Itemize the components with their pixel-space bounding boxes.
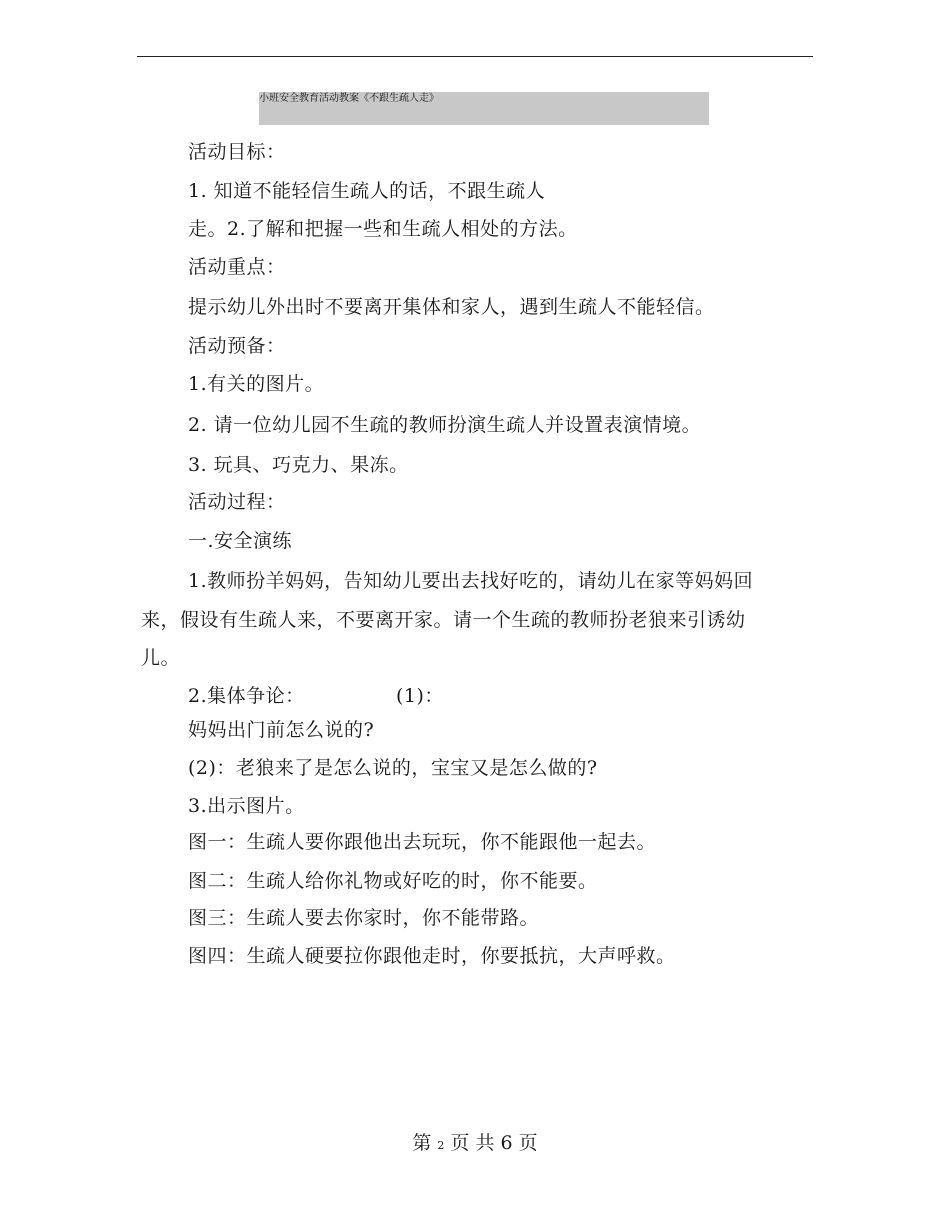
step-2-question-2: (2)：老狼来了是怎么说的，宝宝又是怎么做的? xyxy=(188,757,598,779)
prep-item-1: 1.有关的图片。 xyxy=(188,373,325,395)
document-title: 小班安全教育活动教案《不跟生疏人走》 xyxy=(259,93,439,104)
step-1-line-2: 来，假设有生疏人来，不要离开家。请一个生疏的教师扮老狼来引诱幼 xyxy=(141,609,746,631)
prep-item-2: 2. 请一位幼儿园不生疏的教师扮演生疏人并设置表演情境。 xyxy=(188,414,702,436)
step-2-label: 2.集体争论： xyxy=(188,685,305,707)
picture-2-text: 图二：生疏人给你礼物或好吃的时，你不能要。 xyxy=(188,870,598,892)
document-header xyxy=(259,92,709,125)
goal-heading: 活动目标： xyxy=(188,141,286,163)
goal-item-1: 1. 知道不能轻信生疏人的话，不跟生疏人 xyxy=(188,180,546,202)
step-1-line-3: 儿。 xyxy=(141,647,181,669)
picture-1-text: 图一：生疏人要你跟他出去玩玩，你不能跟他一起去。 xyxy=(188,831,657,853)
step-3: 3.出示图片。 xyxy=(188,795,305,817)
header-rule xyxy=(137,56,813,57)
step-2-question-1: 妈妈出门前怎么说的? xyxy=(188,719,375,741)
focus-text: 提示幼儿外出时不要离开集体和家人，遇到生疏人不能轻信。 xyxy=(188,296,715,318)
footer-middle: 页 共 xyxy=(450,1132,495,1154)
section-heading: 一.安全演练 xyxy=(188,530,293,552)
prep-item-3: 3. 玩具、巧克力、果冻。 xyxy=(188,454,409,476)
process-heading: 活动过程： xyxy=(188,491,286,513)
step-2-question-1-label: (1)： xyxy=(396,685,444,707)
goal-item-2: 走。2.了解和把握一些和生疏人相处的方法。 xyxy=(188,218,578,240)
footer-suffix: 页 xyxy=(518,1132,538,1154)
prep-heading: 活动预备： xyxy=(188,335,286,357)
picture-4-text: 图四：生疏人硬要拉你跟他走时，你要抵抗，大声呼救。 xyxy=(188,945,676,967)
step-1-line-1: 1.教师扮羊妈妈，告知幼儿要出去找好吃的，请幼儿在家等妈妈回 xyxy=(188,570,754,592)
page-footer xyxy=(0,1131,950,1158)
footer-prefix: 第 xyxy=(412,1132,432,1154)
focus-heading: 活动重点： xyxy=(188,256,286,278)
total-pages: 6 xyxy=(500,1132,513,1154)
page-number: 2 xyxy=(437,1139,445,1152)
picture-3-text: 图三：生疏人要去你家时，你不能带路。 xyxy=(188,907,540,929)
